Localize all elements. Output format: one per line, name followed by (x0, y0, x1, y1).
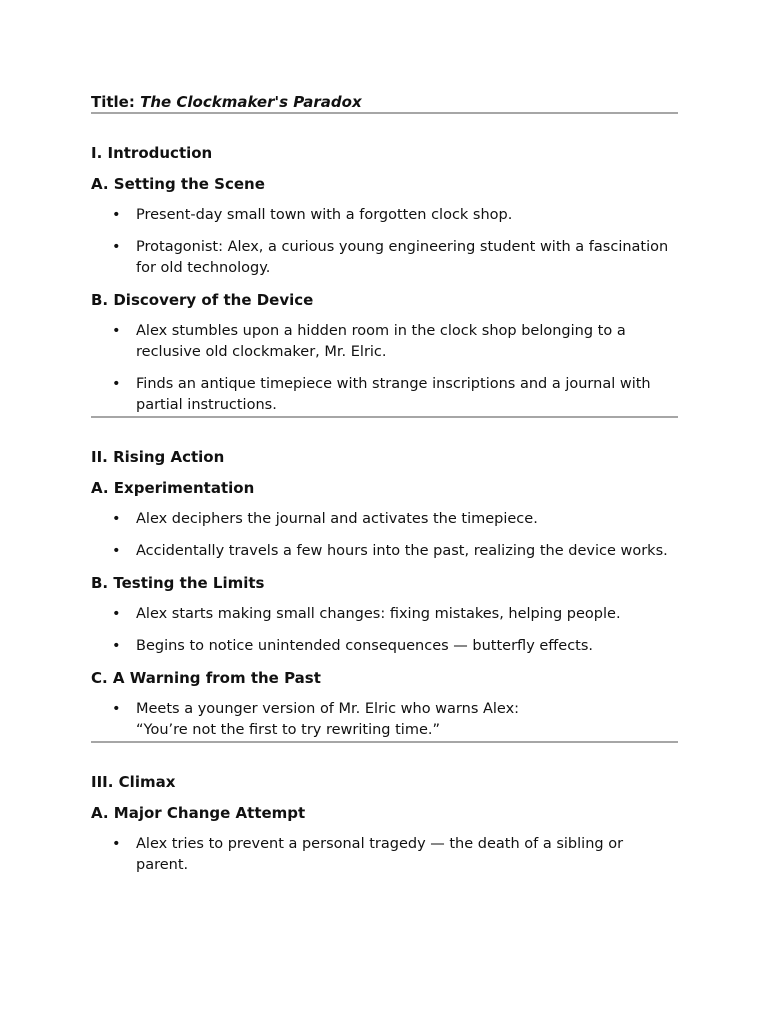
section-heading: I. Introduction (91, 144, 213, 162)
subsection-heading: B. Testing the Limits (91, 574, 265, 592)
list-item (91, 604, 678, 625)
section-heading: II. Rising Action (91, 448, 225, 466)
list-item (91, 321, 678, 363)
list-item (91, 541, 678, 562)
list-item-text: Alex deciphers the journal and activates the timepiece. (136, 511, 538, 527)
bullet-icon: • (112, 239, 121, 255)
section-climax (91, 772, 678, 876)
bullet-list (91, 699, 678, 741)
list-item-text: Finds an antique timepiece with strange inscriptions and a journal with partial instructions. (136, 376, 651, 413)
bullet-list (91, 604, 678, 657)
list-item (91, 699, 678, 741)
list-item-text: Present-day small town with a forgotten clock shop. (136, 207, 513, 223)
subsection-heading: B. Discovery of the Device (91, 291, 314, 309)
title-divider (91, 112, 678, 114)
subsection-heading: A. Setting the Scene (91, 175, 265, 193)
section-rising-action (91, 447, 678, 741)
list-item-text: Alex starts making small changes: fixing mistakes, helping people. (136, 606, 621, 622)
bullet-list (91, 321, 678, 416)
list-item-text: Meets a younger version of Mr. Elric who warns Alex: (136, 701, 520, 717)
section-divider (91, 741, 678, 743)
quote-text: “You’re not the first to try rewriting time.” (136, 722, 441, 738)
section-introduction (91, 143, 678, 416)
bullet-icon: • (112, 207, 121, 223)
list-item (91, 834, 678, 876)
list-item (91, 205, 678, 226)
bullet-icon: • (112, 606, 121, 622)
list-item (91, 509, 678, 530)
bullet-icon: • (112, 511, 121, 527)
bullet-icon: • (112, 638, 121, 654)
list-item (91, 374, 678, 416)
list-item-text: Protagonist: Alex, a curious young engineering student with a fascination for old technology. (136, 239, 669, 276)
title-label: Title: (91, 93, 135, 111)
section-divider (91, 416, 678, 418)
bullet-list (91, 509, 678, 562)
subsection-heading: C. A Warning from the Past (91, 669, 321, 687)
subsection-heading: A. Experimentation (91, 479, 255, 497)
bullet-list (91, 834, 678, 876)
title-text: The Clockmaker's Paradox (140, 93, 362, 111)
bullet-icon: • (112, 323, 121, 339)
section-heading: III. Climax (91, 773, 176, 791)
list-item-text: Alex stumbles upon a hidden room in the clock shop belonging to a reclusive old clockmaker, Mr. Elric. (136, 323, 626, 360)
bullet-icon: • (112, 701, 121, 717)
list-item-text: Alex tries to prevent a personal tragedy — the death of a sibling or parent. (136, 836, 624, 873)
bullet-icon: • (112, 836, 121, 852)
list-item (91, 636, 678, 657)
list-item-text: Accidentally travels a few hours into the past, realizing the device works. (136, 543, 668, 559)
bullet-icon: • (112, 543, 121, 559)
subsection-heading: A. Major Change Attempt (91, 804, 306, 822)
list-item-text: Begins to notice unintended consequences — butterfly effects. (136, 638, 594, 654)
bullet-list (91, 205, 678, 279)
list-item (91, 237, 678, 279)
bullet-icon: • (112, 376, 121, 392)
document-title (91, 92, 678, 112)
